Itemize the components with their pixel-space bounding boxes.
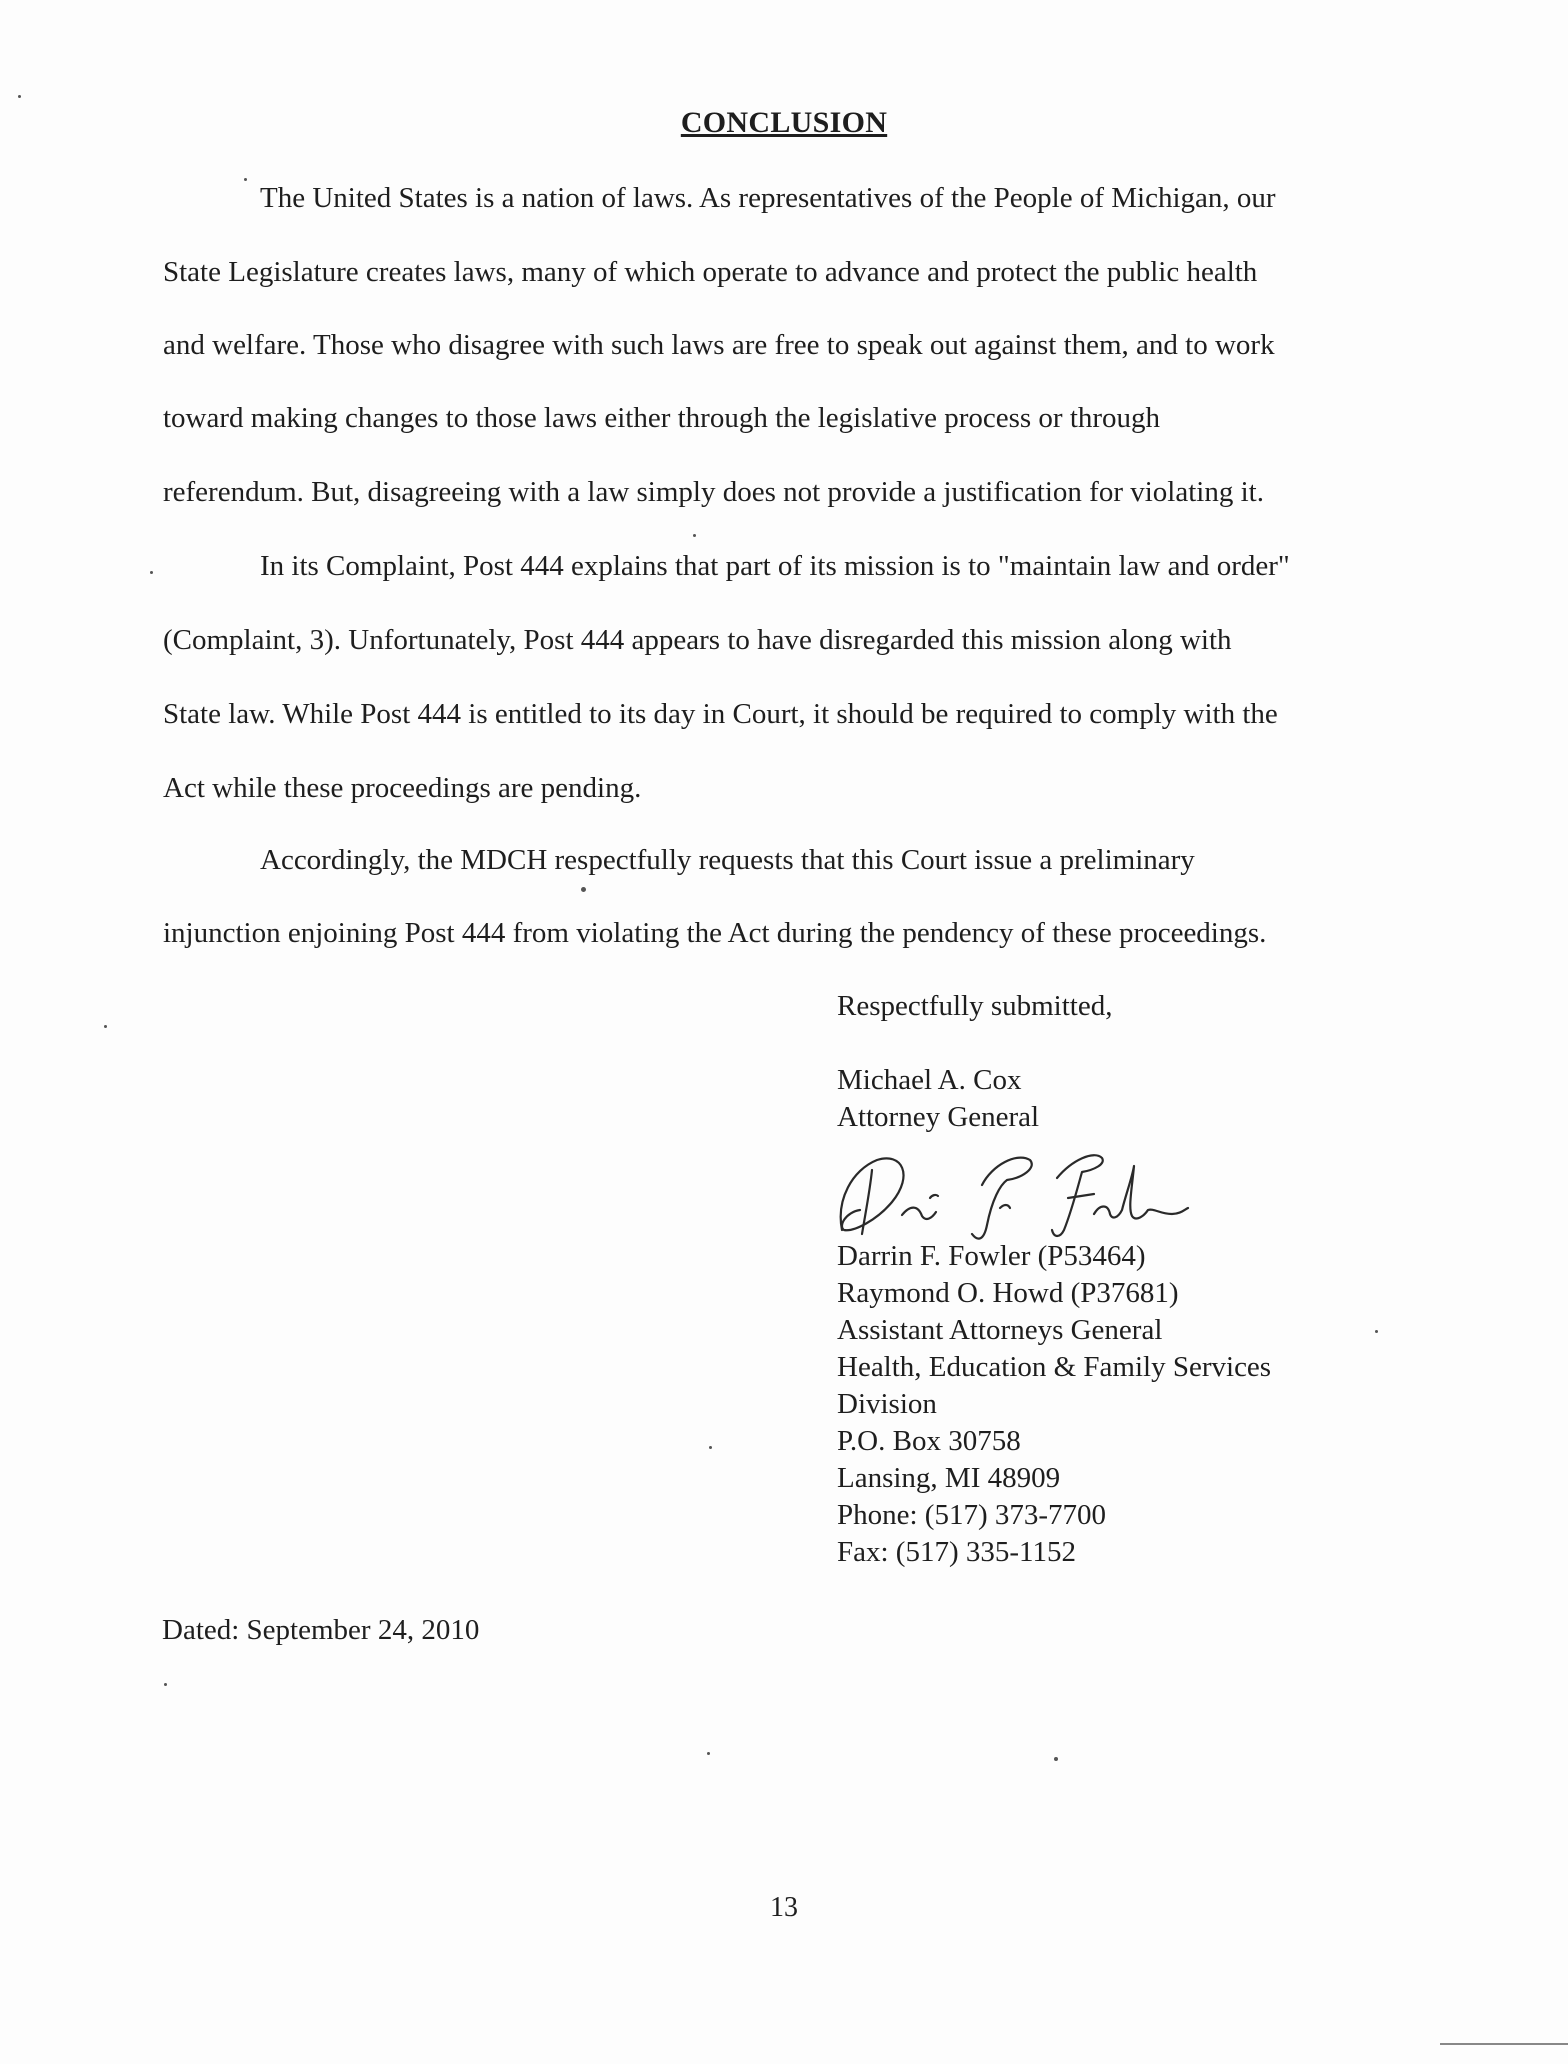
paragraph-2-line-1: In its Complaint, Post 444 explains that part of its mission is to "maintain law and order" <box>260 550 1290 582</box>
scan-speck <box>1054 1757 1058 1761</box>
attorney-line: Darrin F. Fowler (P53464) <box>837 1240 1146 1272</box>
scan-speck <box>707 1752 710 1755</box>
paragraph-1-line-3: and welfare. Those who disagree with such laws are free to speak out against them, and to work <box>163 329 1275 361</box>
scan-speck <box>150 571 153 574</box>
scan-speck <box>581 887 586 892</box>
dated-line: Dated: September 24, 2010 <box>162 1614 480 1646</box>
paragraph-1-line-1: The United States is a nation of laws. As representatives of the People of Michigan, our <box>260 182 1276 214</box>
paragraph-3-line-2: injunction enjoining Post 444 from violating the Act during the pendency of these proceedings. <box>163 917 1267 949</box>
scan-speck <box>709 1446 712 1449</box>
attorney-block <box>837 1238 1271 1571</box>
scan-speck <box>104 1025 107 1028</box>
conclusion-heading: CONCLUSION <box>680 106 888 139</box>
attorney-line: Fax: (517) 335-1152 <box>837 1536 1076 1568</box>
attorney-line: Raymond O. Howd (P37681) <box>837 1277 1179 1309</box>
paragraph-1-line-2: State Legislature creates laws, many of which operate to advance and protect the public health <box>163 256 1258 288</box>
attorney-line: Division <box>837 1388 937 1420</box>
paragraph-3-line-1: Accordingly, the MDCH respectfully requests that this Court issue a preliminary <box>260 844 1195 876</box>
paragraph-1-line-5: referendum. But, disagreeing with a law simply does not provide a justification for violating it. <box>163 476 1264 508</box>
paragraph-2-line-3: State law. While Post 444 is entitled to its day in Court, it should be required to comply with the <box>163 698 1278 730</box>
signatory-name: Michael A. Cox <box>837 1064 1022 1096</box>
scan-speck <box>693 534 696 537</box>
closing-text: Respectfully submitted, <box>837 990 1113 1022</box>
attorney-line: Lansing, MI 48909 <box>837 1462 1061 1494</box>
scan-edge-line <box>1440 2043 1568 2045</box>
scan-speck <box>1375 1330 1378 1333</box>
signatory-title: Attorney General <box>837 1101 1040 1133</box>
paragraph-1-line-4: toward making changes to those laws either through the legislative process or through <box>163 402 1161 434</box>
attorney-line: Assistant Attorneys General <box>837 1314 1163 1346</box>
handwritten-signature <box>832 1130 1192 1245</box>
attorney-line: P.O. Box 30758 <box>837 1425 1021 1457</box>
signatory-block <box>837 1062 1039 1136</box>
paragraph-2-line-4: Act while these proceedings are pending. <box>163 772 642 804</box>
attorney-line: Phone: (517) 373-7700 <box>837 1499 1107 1531</box>
page-number: 13 <box>770 1892 798 1923</box>
scan-speck <box>18 95 21 98</box>
paragraph-2-line-2: (Complaint, 3). Unfortunately, Post 444 appears to have disregarded this mission along with <box>163 624 1232 656</box>
scan-speck <box>244 178 247 181</box>
attorney-line: Health, Education & Family Services <box>837 1351 1272 1383</box>
scan-speck <box>164 1683 167 1686</box>
